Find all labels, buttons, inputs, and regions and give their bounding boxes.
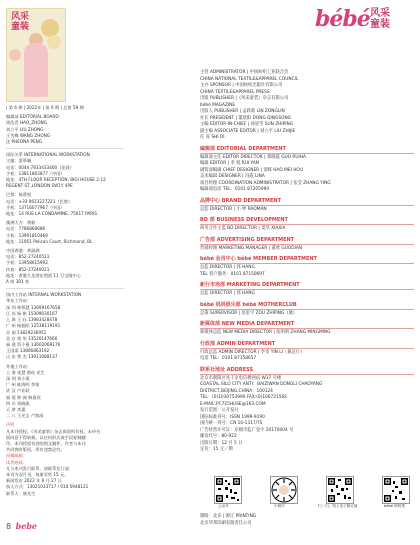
magazine-cover-thumbnail — [6, 8, 66, 102]
australia-block — [6, 220, 134, 245]
hk-line: 中国香港：黄淑满 — [6, 248, 40, 254]
qr-code-icon[interactable] — [382, 476, 410, 504]
brand-dept-line: 总监 DIRECTOR | 小 婷 RAOMAN — [200, 206, 267, 212]
hk-line: 电话：852-27240511 — [6, 254, 50, 260]
dist-line: 深 圳 刘小燕 — [6, 375, 30, 381]
publisher-line: bébé MAGAZINE — [200, 102, 236, 108]
editorial-line: 编辑 EDITOR | 李 旭 RUI YAN — [200, 161, 259, 166]
new-media-line: 新媒体总监 NEW MEDIA DIRECTOR | 张明明 ZHANG MINGMING — [200, 330, 331, 335]
distribution-block — [6, 364, 134, 420]
notice-block — [6, 422, 134, 496]
publisher-line: 出版人 PUBLISHER | 孟跃新 LIN ZONGLIN — [200, 109, 285, 114]
printer-line: 制版：北京 | 源订 PRINTING — [200, 514, 257, 519]
address-line: 定价：15 元／期 — [200, 447, 233, 452]
credit-line: 沈 PHEONA PENG — [6, 139, 43, 145]
notice-line: 加入方式：13021033717 / 010 5948121 — [6, 484, 89, 490]
credit-line: 周浩青 HAO_ZHONG — [6, 120, 47, 126]
dist-line: 福 建 钟 洲 韩嘉欣 — [6, 394, 41, 400]
domestic-line: 北 京 黄 华 13520147666 — [6, 335, 58, 341]
address-line: 邮发代号：80-922 — [200, 434, 237, 439]
credit-line: 刘立平 LIU ZHONG — [6, 126, 44, 132]
admin-heading: 行政部 ADMIN DEPARTMENT — [200, 341, 414, 349]
cover-logo: 风采 童装 — [11, 12, 30, 32]
notice-line: 共同拥有版权，所有违禁必究。 — [6, 447, 65, 453]
address-line: DISTRICT,BEIJING,CHINA：100124 — [200, 388, 273, 394]
footer-brand: bebe — [15, 521, 38, 531]
qr-pattern-icon — [383, 477, 409, 503]
editorial-line: 编辑部主任 EDITOR DIRECTOR | 郭晓霞 GUO RUIHA — [200, 154, 306, 160]
domestic-line: 山 东 曾 杰 13911088137 — [6, 354, 58, 360]
printer-block — [200, 514, 414, 527]
qr-caption: 扫一扫，线上电子版订阅 — [318, 504, 358, 508]
cover-model-dress — [24, 43, 48, 97]
editorial-line: 编辑部电话 TEL：0101 87205990 — [200, 187, 270, 192]
hk-line: 手机：13958615992 — [6, 260, 48, 266]
balloon-graphic — [41, 19, 59, 37]
address-line: 广告经营许可证：京朝市监广登字 20170004 号 — [200, 427, 294, 433]
address-line: 北京市朝阳区亮干京电信楼西宿 W17 号楼 — [200, 375, 282, 381]
brand-logo-chinese: 风采 童装 — [370, 8, 390, 30]
advertising-heading: 广告部 ADVERTISING DEPARTMENT — [200, 237, 414, 245]
hk-line: 传真：852-27240021 — [6, 266, 50, 272]
credits-block — [6, 114, 134, 145]
domestic-line: 江 苏 杨 彬 15309030167 — [6, 310, 58, 316]
domestic-line: 华东工作站： — [6, 298, 32, 304]
domestic-line: 福 建 蔡小曼 13602069176 — [6, 341, 61, 347]
member-heading: bébé 会员中心 bébé MEMBER DEPARTMENT — [200, 256, 414, 264]
member-line: 总监 DIRECTOR | 郭 HANG — [200, 265, 255, 270]
dist-line: 广 州 陈海明 李银 — [6, 382, 40, 388]
address-line: 国际标准刊号：ISSN 1999-9190 — [200, 414, 265, 420]
paris-block — [6, 192, 134, 217]
printer-line: 北京华邦印刷有限责任公司 — [200, 520, 252, 526]
paris-line: 地址：14 RUE LA CONDAMINE, 75017 PARIS — [6, 211, 98, 217]
international-block — [6, 152, 134, 189]
dist-line: 天 津 李惠 — [6, 406, 26, 412]
editorial-line: 项目经理 COORDINATION ADMINISTRATOR | 张莹 ZHANG YING — [200, 180, 331, 186]
marketing-line: 总监 DIRECTOR | 郭 HANG — [200, 291, 255, 296]
bd-heading: BD 部 BUSINESS DEVELOPMENT — [200, 217, 414, 225]
balloon-graphic — [9, 49, 21, 61]
hongkong-block — [6, 248, 134, 285]
qr-code-icon[interactable] — [270, 476, 298, 504]
dist-line: 武 汉 卢亚联 — [6, 388, 30, 394]
qr-code-icon[interactable] — [214, 476, 242, 504]
issue-line — [6, 105, 134, 111]
hk-line: 地址：香港九龙湾宏照道 11 号宝隆中心 — [6, 272, 81, 278]
notice-line: 凡本刊授权，《风采童装》杂志保留所有权，未经书 — [6, 428, 101, 434]
brand-logo — [315, 6, 415, 46]
publisher-line: CHINA NATIONAL TEXTILE&APPAREL COUNCIL — [200, 76, 299, 82]
dist-line: 上 海 张慧 俞连 花生 — [6, 369, 45, 375]
qr-code-icon[interactable] — [326, 476, 354, 504]
intl-line: 地址：4TH FLOOR RECEPTION, BIGI HOUSE 2-12 — [6, 177, 106, 183]
brand-dept-heading: 品牌中心 BRAND DEPARTMENT — [200, 198, 414, 206]
domestic-line: 深 圳 林慕慧 13699167658 — [6, 304, 61, 310]
admin-line: 行政总监 ADMIN DIRECTOR | 李雯 YIN LI（兼总行） — [200, 349, 305, 355]
paris-line: 电话：+33 0613227221（巴黎） — [6, 198, 73, 204]
dist-line: 四 川 刘晓燕 — [6, 400, 30, 406]
publisher-line: 任 涛 SHI DI — [200, 135, 225, 140]
left-column — [6, 8, 134, 497]
domestic-line: 国内工作站 INTERNAL WORKSTATION — [6, 292, 82, 298]
qr-caption: 公众号 — [218, 504, 229, 508]
balloon-graphic — [47, 35, 61, 49]
domestic-workstation-block — [6, 292, 134, 360]
domestic-line: 吴 丽 13829236951 — [6, 329, 47, 335]
editorial-heading: 编辑部 EDITORIAL DEPARTMENT — [200, 146, 414, 154]
address-line: TEL：(0)1030753990 FAX:(0)10672156S — [200, 395, 287, 400]
page-number — [6, 521, 37, 531]
credit-line: 王雪梅 WANG ZHONG — [6, 132, 51, 138]
divider — [6, 288, 124, 289]
domestic-line: 上 海 王 珏 13983428478 — [6, 317, 58, 323]
intl-line: 主编：蒙慕娴 — [6, 158, 32, 164]
address-line: 发行范围：公开发行 — [200, 408, 239, 413]
page-number-text: 8 — [6, 522, 12, 531]
divider — [6, 148, 124, 149]
notice-line: 凡与本刊发行联系，请联系发行部： — [6, 465, 74, 471]
advertising-line: 营销经理 MARKETING MANAGER | 董欣 GUODIAN — [200, 245, 302, 251]
qr-caption: bébé 妈妈帮 — [384, 504, 405, 508]
domestic-line: 广 州 杨振阳 12518119191 — [6, 323, 61, 329]
address-line: E-MAIL:PC725HUSE@163.COM — [200, 401, 266, 407]
publisher-line: CHINA TEXTILE&APPAREL PRESS — [200, 89, 270, 95]
intl-line: REGENT ST.,LONDON SW1Y 4PE — [6, 183, 73, 189]
au-line: 电话：7786868686 — [6, 226, 46, 232]
notice-line: 印，本刊授权刊登的图文稿件，作者与本刊 — [6, 440, 86, 446]
member-line: TEL 客户服务：0101 87150697 — [200, 271, 265, 277]
intl-line: 国际关系 INTERNATIONAL WORKSTATION — [6, 152, 90, 158]
notice-line: 投稿邮箱： — [6, 453, 27, 459]
bd-line: 商务合作主监 BD DIRECTOR | 夏华 XIAXIA — [200, 226, 286, 231]
paris-line: 手机：13716077967（中国） — [6, 204, 65, 210]
notice-line: 本刊为双月刊，每册零售 15 元。 — [6, 471, 69, 477]
qr-pattern-icon — [215, 477, 241, 503]
publisher-line: 副主编 ASSOCIATE EDITOR | 刘立平 LIU ZHIJIE — [200, 128, 296, 134]
au-line: 手机：13991810469 — [6, 232, 48, 238]
editorial-line: 副资深编辑 CHIEF DESIGNER | 梁晖 HAO MEI HOU — [200, 167, 303, 173]
qr-caption: 小程序 — [274, 504, 285, 508]
issue-text: | 第 6 期 | 2022年 | 第 6 期 | 总第 59 期 — [6, 105, 84, 110]
dist-line: 外地工作站： — [6, 363, 32, 369]
au-line: 地址：11951 Pelican Court, Richmond, BL — [6, 238, 93, 244]
notice-line: 新闻发布 2022 年 6 月 27 日 — [6, 478, 62, 484]
motherclub-line: 总策 SUPERVISOR | 显思宇 ZOU ZHIPING（微） — [200, 310, 298, 316]
hk-line: A 座 301 室 — [6, 279, 30, 285]
au-line: 澳洲大方：黄毅 — [6, 220, 36, 226]
publisher-line: 出版 PUBLISHER |《风采童装》杂志有限公司 — [200, 96, 289, 101]
new-media-heading: 新媒体部 NEW MEDIA DEPARTMENT — [200, 321, 414, 329]
intl-line: 手机：13811802877（中国） — [6, 170, 65, 176]
credit-line: 编辑部 EDITORIAL BOARD: — [6, 114, 60, 120]
notice-line: 读者热线： — [6, 459, 27, 465]
mini-program-code-icon — [271, 477, 297, 503]
intl-line: 电话：0044 7833433400（伦敦） — [6, 164, 74, 170]
marketing-heading: 新行市场部 MARKETING DEPARTMENT — [200, 282, 414, 290]
publisher-block — [200, 70, 414, 142]
dist-line: 二 八 王光宝 卢海深 — [6, 413, 44, 419]
qr-pattern-icon — [327, 477, 353, 503]
notice-line: 联系人：康先生 — [6, 490, 36, 496]
publisher-line: 社长 PRESIDENT | 董晨阳 DONG QINGSONG — [200, 115, 291, 121]
publisher-line: 主编 EDITOR-IN-CHIEF | 孙迎雪 SUN ZHIPING — [200, 122, 294, 127]
editorial-line: 美术编辑 DESIGNER | 冯霞 LINA — [200, 174, 265, 179]
qr-code-row — [200, 476, 414, 516]
publisher-line: 主管 ADMINISTRATOR | 中国纺织工业联合会 — [200, 70, 289, 75]
address-line: 出版日期：12 月 5 日 — [200, 440, 243, 446]
domestic-line: 王国梁 13806863192 — [6, 348, 50, 354]
admin-line: 电话 TEL：0101 87158657 — [200, 356, 257, 361]
notice-line: 面同意不得转载，以任何形式或手段复制翻 — [6, 434, 86, 440]
paris-line: 巴黎：杨慕悦 — [6, 192, 32, 198]
address-line: 国内统一刊号：CN 10-1317/TS — [200, 421, 263, 426]
publisher-line: 主办 SPONSOR | 中国纺织出版社有限公司 — [200, 83, 283, 88]
address-line: COASTAL SILO CITY ANTI：BAIZIWAN DONGLI CHAOYANG — [200, 382, 323, 387]
brand-logo-latin: bébé — [315, 6, 370, 32]
notice-line: 声明 — [6, 422, 15, 428]
motherclub-heading: bébé 妈妈俱乐部 bébé MOTHERCLUB — [200, 302, 414, 310]
right-column — [200, 70, 414, 454]
address-heading: 联系社地址 ADDRESS — [200, 367, 414, 375]
